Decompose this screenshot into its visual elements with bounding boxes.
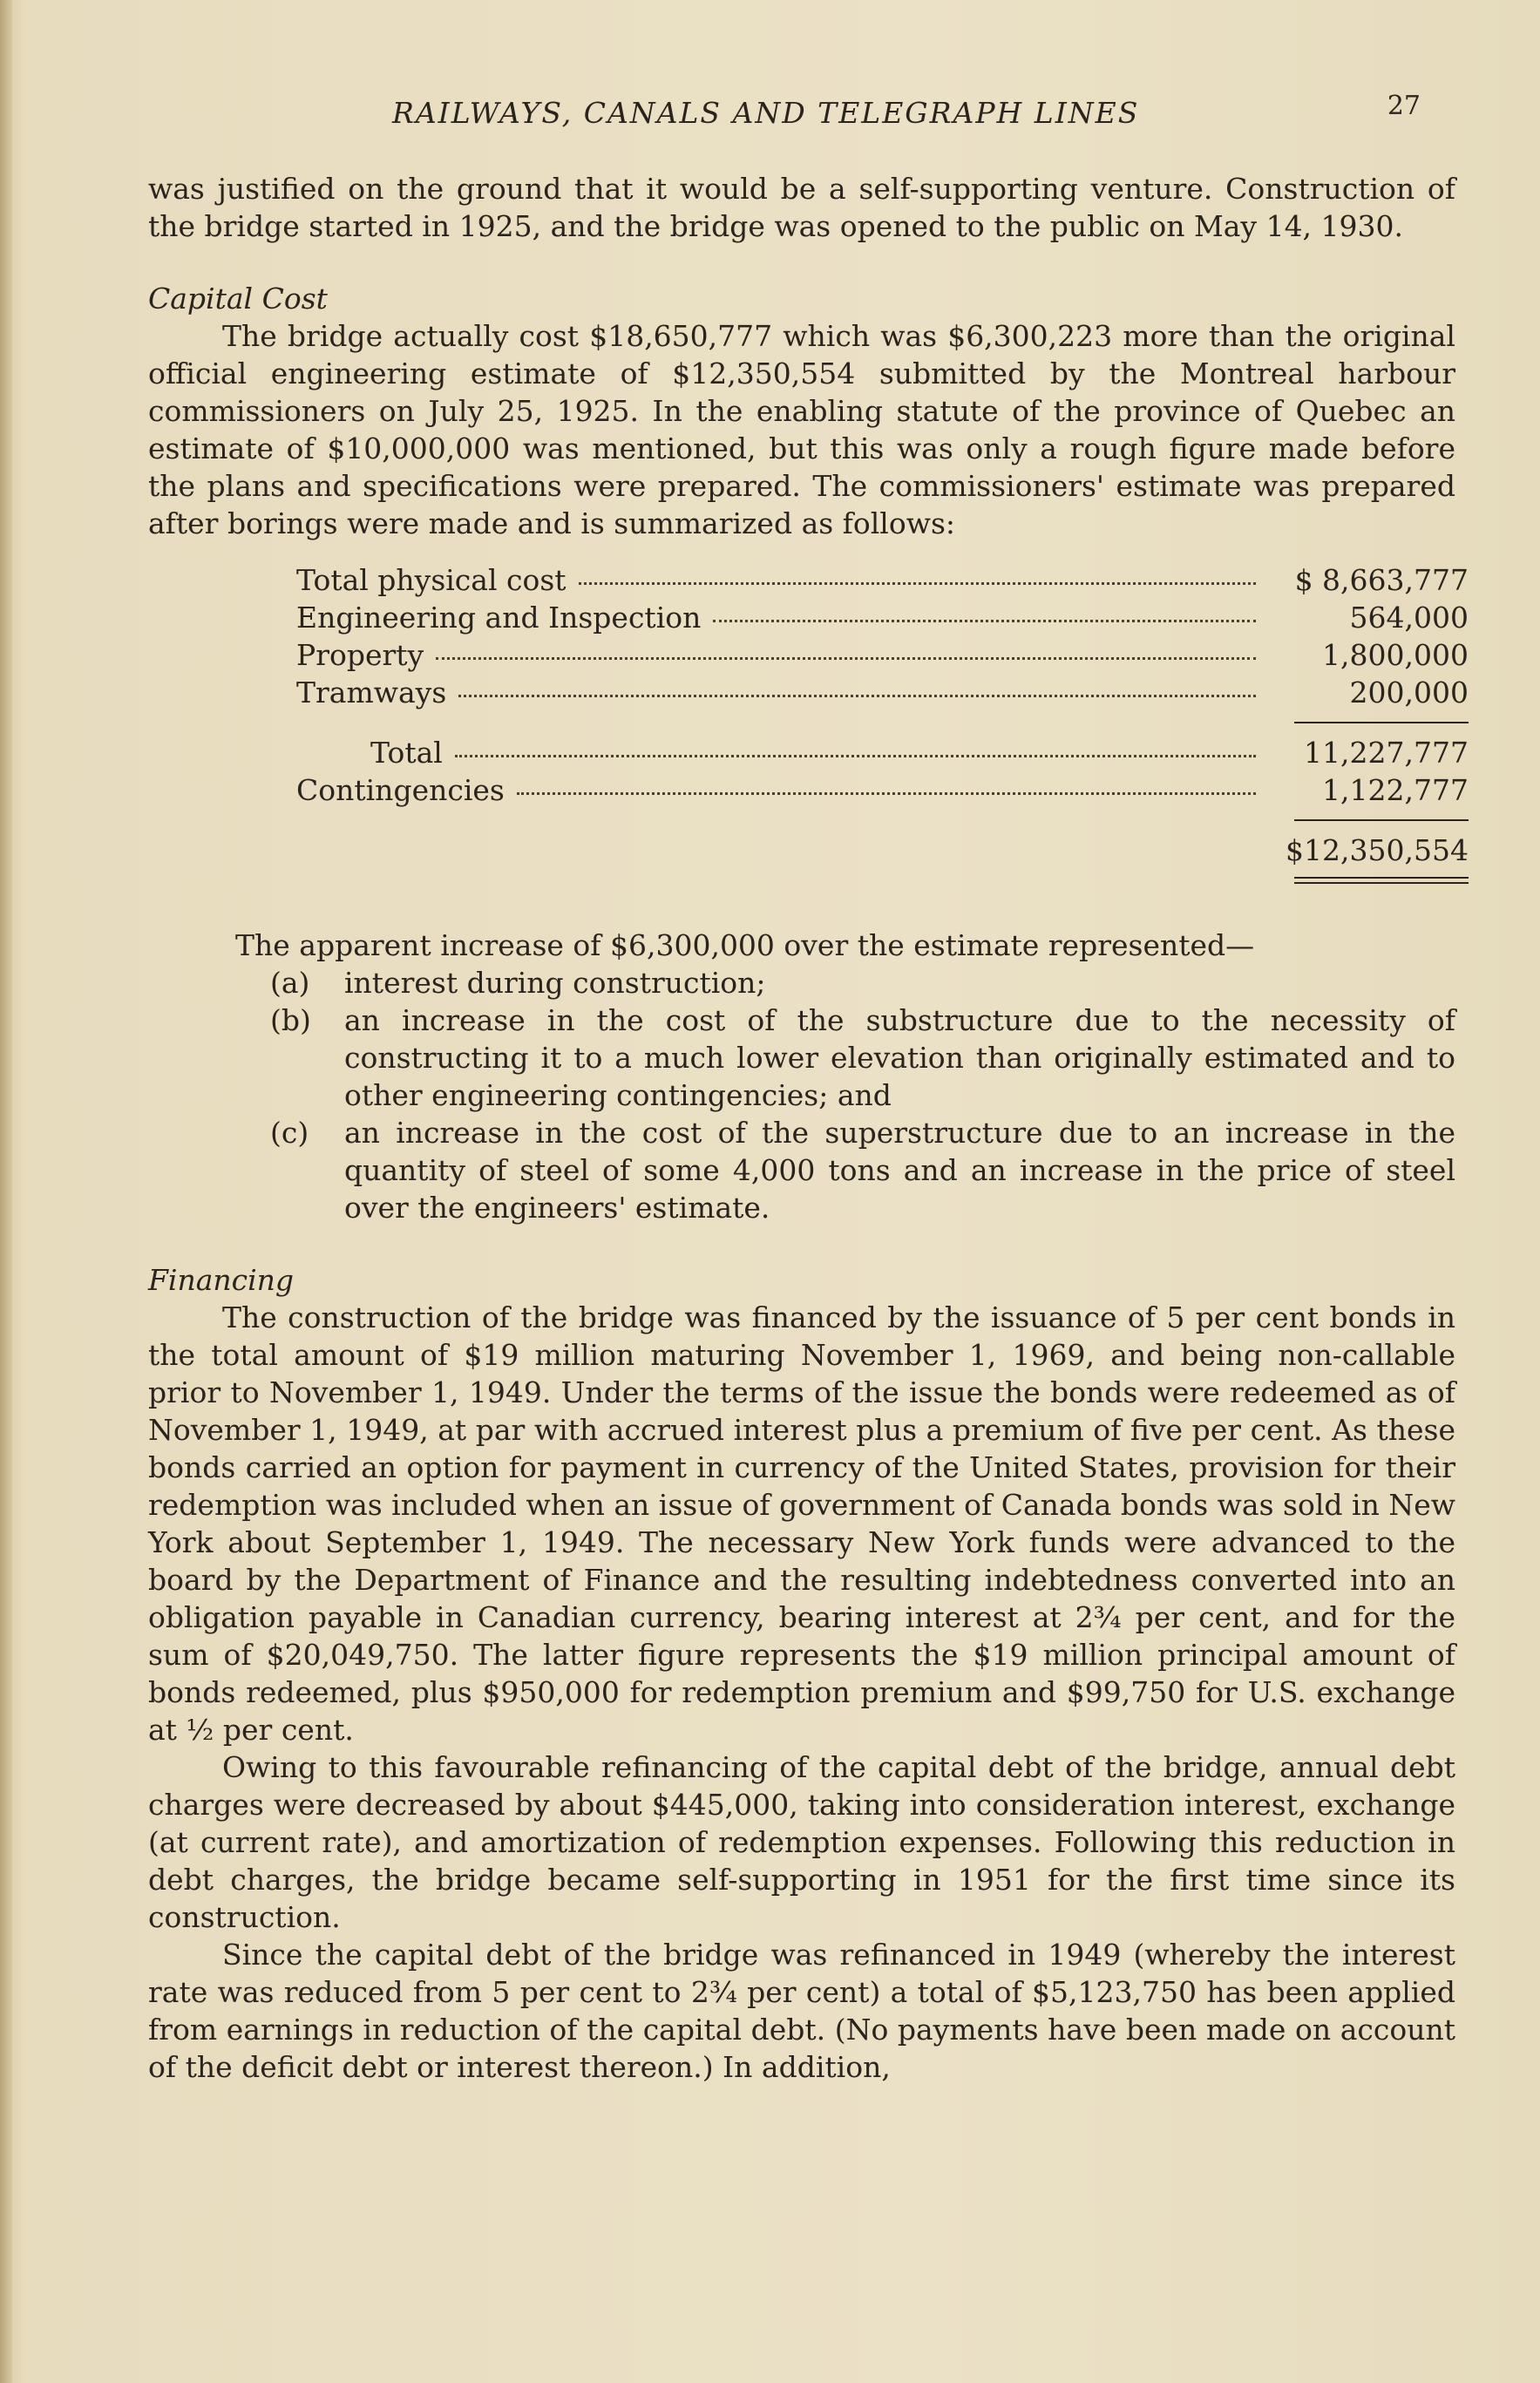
running-title: RAILWAYS, CANALS AND TELEGRAPH LINES [392,96,1140,130]
dot-leader [455,755,1256,757]
cost-row-label: Engineering and Inspection [296,601,702,635]
list-marker: (c) [270,1116,309,1150]
financing-paragraph-2: Owing to this favourable refinancing of the capital debt of the bridge, annual debt charges were decreased by about $445,000, taking into consideration interest, exchange (at current rate), and amortization of redemption expenses. Following this reduction in debt charges, the bridge became self-supporting in 1951 for the first time since its construction. [148,1750,1455,1934]
list-text: an increase in the cost of the substructure due to the necessity of constructing it to a much lower elevation than originally estimated and to other engineering contingencies; and [344,1003,1455,1112]
cost-row-value: 564,000 [1349,601,1469,635]
cost-row [296,674,1469,711]
financing-paragraph-3: Since the capital debt of the bridge was refinanced in 1949 (whereby the interest rate was reduced from 5 per cent to 2¾ per cent) a total of $5,123,750 has been applied from earnings in reduction of the capital debt. (No payments have been made on account of the deficit debt or interest thereon.) In addition, [148,1938,1455,2084]
financing-heading: Financing [148,1263,295,1297]
increase-list [270,964,1455,1226]
contingencies-label: Contingencies [296,773,505,807]
cost-row-value: 1,800,000 [1322,638,1469,672]
financing-paragraph-1: The construction of the bridge was financed by the issuance of 5 per cent bonds in the total amount of $19 million maturing November 1, 1969, and being non-callable prior to November 1, 1949. Under the terms of the issue the bonds were redeemed as of November 1, 1949, at par with accrued interest plus a premium of five per cent. As these bonds carried an option for payment in currency of the United States, provision for their redemption was included when an issue of government of Canada bonds was sold in New York about September 1, 1949. The necessary New York funds were advanced to the board by the Department of Finance and the resulting indebtedness converted into an obligation payable in Canadian currency, bearing interest at 2¾ per cent, and for the sum of $20,049,750. The latter figure represents the $19 million principal amount of bonds redeemed, plus $950,000 for redemption premium and $99,750 for U.S. exchange at ½ per cent. [148,1300,1455,1747]
intro-paragraph: was justified on the ground that it would be a self-supporting venture. Construction of the bridge started in 1925, and the bridge was opened to the public on May 14, 1930. [148,172,1455,243]
grand-total-row [296,832,1469,869]
dot-leader [713,620,1256,622]
cost-estimate-table [296,561,1469,892]
page-binding-edge [0,0,12,2383]
page-number: 27 [1387,91,1421,121]
cost-row [296,599,1469,636]
cost-row-label: Tramways [296,676,447,709]
double-rule-row [296,869,1469,892]
list-text: an increase in the cost of the superstructure due to an increase in the quantity of steel of some 4,000 tons and an increase in the price of steel over the engineers' estimate. [344,1116,1455,1225]
list-item [270,964,1455,1001]
grand-total-value: $12,350,554 [1286,833,1469,867]
list-text: interest during construction; [344,966,766,1000]
cost-row-label: Property [296,638,424,672]
cost-row-value: 200,000 [1349,676,1469,709]
subtotal-rule [1294,722,1469,723]
body-text [148,170,1469,2086]
subtotal-rule-row [296,711,1469,734]
grand-total-rule-row [296,809,1469,832]
increase-lead: The apparent increase of $6,300,000 over the estimate represented— [235,928,1255,962]
cost-row [296,561,1469,599]
dot-leader [458,695,1256,697]
dot-leader [579,582,1256,585]
double-underline [1294,877,1469,884]
total-label: Total [370,736,443,770]
page-header [148,87,1455,139]
cost-row [296,636,1469,674]
total-row [296,734,1469,771]
total-value: 11,227,777 [1304,736,1469,770]
cost-row-value: $ 8,663,777 [1294,563,1469,597]
cost-row-label: Total physical cost [296,563,566,597]
dot-leader [436,657,1256,660]
list-marker: (a) [270,966,310,1000]
contingencies-row [296,771,1469,809]
grand-total-rule [1294,819,1469,821]
list-item [270,1114,1455,1226]
capital-cost-paragraph: The bridge actually cost $18,650,777 which was $6,300,223 more than the original official engineering estimate of $12,350,554 submitted by the Montreal harbour commissioners on July 25, 1925. In the enabling statute of the province of Quebec an estimate of $10,000,000 was mentioned, but this was only a rough figure made before the plans and specifications were prepared. The commissioners' estimate was prepared after borings were made and is summarized as follows: [148,319,1455,540]
contingencies-value: 1,122,777 [1322,773,1469,807]
list-item [270,1001,1455,1114]
list-marker: (b) [270,1003,311,1037]
dot-leader [517,792,1256,795]
capital-cost-heading: Capital Cost [148,282,328,316]
